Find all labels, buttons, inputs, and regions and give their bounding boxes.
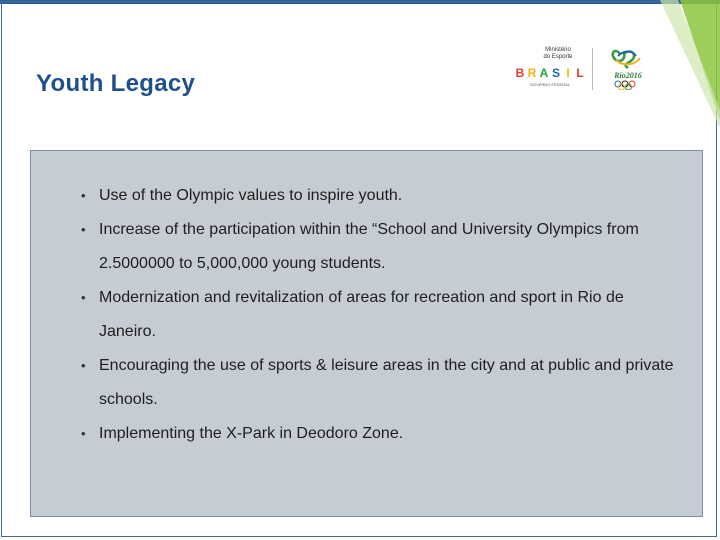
bullet-text: Increase of the participation within the “School and University Olympics from 2.5000000 to 5,000,000 young students. [99,221,639,272]
brasil-letter: R [527,66,537,80]
bullet-item [81,417,681,451]
bullet-dot-icon: • [81,426,86,441]
brasil-letter: B [515,66,525,80]
ministry-line2: do Esporte [543,54,573,60]
rio-2016-text: Rio2016 [614,71,642,80]
gov-federal-text: GOVERNO FEDERAL [529,82,570,87]
content-box [30,150,703,517]
slide-title: Youth Legacy [36,70,196,97]
bullet-item [81,281,681,349]
bullet-text: Modernization and revitalization of areas for recreation and sport in Rio de Janeiro. [99,289,624,340]
bullet-text: Implementing the X-Park in Deodoro Zone. [99,425,404,442]
brasil-letter: I [566,66,570,80]
bullet-text: Encouraging the use of sports & leisure areas in the city and at public and private schools. [99,357,674,408]
logo-separator [592,48,593,90]
bullet-item [81,349,681,417]
bullet-item [81,213,681,281]
bullet-item [81,179,681,213]
brasil-letter: A [539,66,549,80]
ministry-text [538,47,578,61]
brasil-letter: S [551,66,560,80]
bullet-dot-icon: • [81,222,86,237]
bullet-dot-icon: • [81,290,86,305]
bullet-text: Use of the Olympic values to inspire youth. [99,187,403,204]
ministry-line1: Ministério [545,47,571,53]
bullet-dot-icon: • [81,188,86,203]
bullet-list [81,179,681,451]
brasil-logo [514,66,586,80]
rio-2016-olympic-logo-icon [606,46,650,90]
bullet-dot-icon: • [81,358,86,373]
brasil-letter: L [576,66,584,80]
